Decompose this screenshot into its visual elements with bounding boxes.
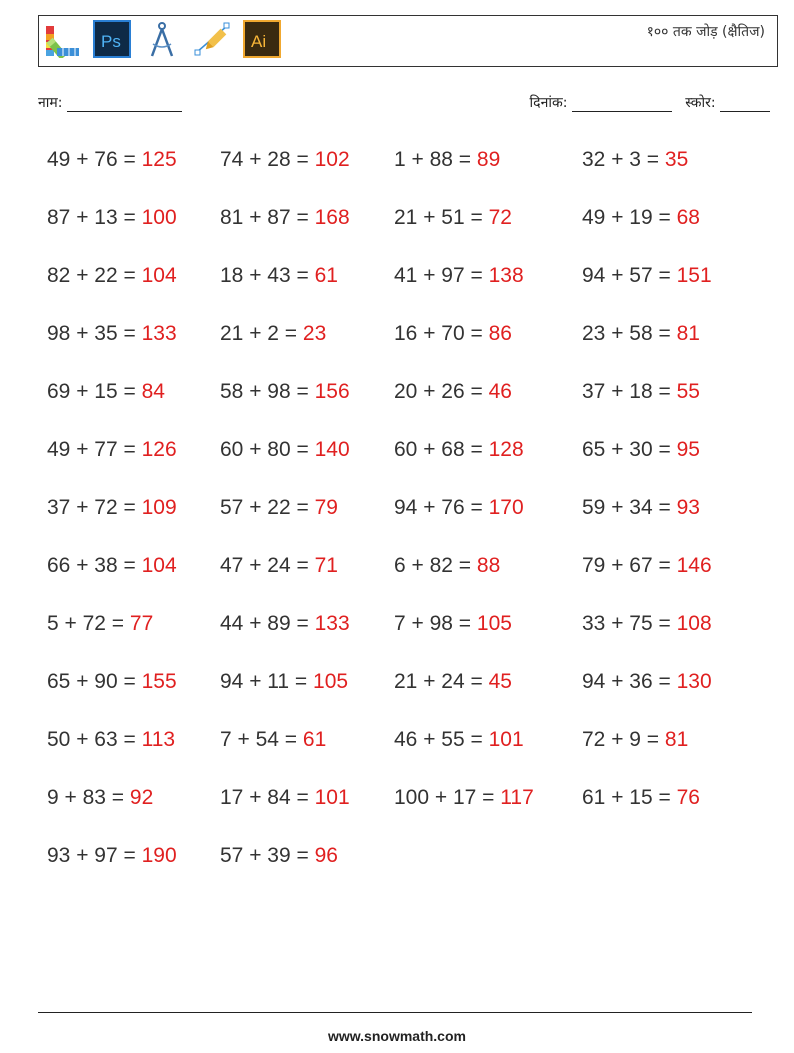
header-box (38, 15, 778, 67)
problem-item (582, 438, 700, 462)
problem-question: 94 + 36 = (582, 670, 677, 693)
problem-item (394, 148, 500, 172)
footer-divider (38, 1012, 752, 1013)
problem-answer: 81 (664, 728, 689, 751)
photoshop-icon (93, 20, 131, 58)
problem-answer: 133 (141, 322, 177, 345)
problem-answer: 104 (141, 554, 177, 577)
problem-item (220, 786, 350, 810)
problem-item (47, 322, 177, 346)
problem-question: 6 + 82 = (394, 554, 477, 577)
problem-item (394, 264, 524, 288)
problem-item (47, 496, 177, 520)
problem-item (220, 380, 350, 404)
problem-answer: 151 (676, 264, 712, 287)
color-swatch-icon (43, 20, 81, 58)
problem-answer: 46 (488, 380, 512, 403)
problem-question: 5 + 72 = (47, 612, 130, 635)
problem-answer: 105 (476, 612, 512, 635)
problem-question: 17 + 84 = (220, 786, 315, 809)
problem-item (394, 496, 524, 520)
worksheet-title: १०० तक जोड़ (क्षैतिज) (646, 24, 765, 40)
date-blank (572, 97, 672, 112)
problem-answer: 108 (676, 612, 712, 635)
problem-question: 60 + 80 = (220, 438, 315, 461)
problem-item (220, 612, 350, 636)
problem-answer: 102 (314, 148, 350, 171)
problem-item (582, 728, 688, 752)
problem-answer: 84 (141, 380, 165, 403)
problem-item (582, 264, 712, 288)
problem-item (394, 670, 512, 694)
problem-question: 82 + 22 = (47, 264, 142, 287)
problem-answer: 146 (676, 554, 712, 577)
problem-answer: 77 (129, 612, 154, 635)
problem-answer: 101 (488, 728, 524, 751)
problem-item (220, 844, 338, 868)
problem-item (220, 496, 338, 520)
problem-item (47, 670, 177, 694)
problem-question: 93 + 97 = (47, 844, 142, 867)
problem-question: 57 + 39 = (220, 844, 315, 867)
problem-question: 60 + 68 = (394, 438, 489, 461)
problem-question: 74 + 28 = (220, 148, 315, 171)
problem-item (220, 264, 338, 288)
problem-answer: 156 (314, 380, 350, 403)
problem-answer: 155 (141, 670, 177, 693)
problem-question: 49 + 19 = (582, 206, 677, 229)
problem-answer: 81 (676, 322, 700, 345)
problem-answer: 130 (676, 670, 712, 693)
problem-answer: 126 (141, 438, 177, 461)
problem-question: 94 + 76 = (394, 496, 489, 519)
problem-item (220, 322, 326, 346)
problem-question: 49 + 76 = (47, 148, 142, 171)
svg-text:Ai: Ai (251, 32, 267, 51)
problem-answer: 61 (302, 728, 327, 751)
problem-answer: 72 (488, 206, 512, 229)
problem-question: 7 + 98 = (394, 612, 477, 635)
problem-answer: 168 (314, 206, 350, 229)
problem-question: 66 + 38 = (47, 554, 142, 577)
name-label: नाम: (38, 95, 63, 111)
problem-question: 61 + 15 = (582, 786, 677, 809)
problem-question: 9 + 83 = (47, 786, 130, 809)
problem-question: 7 + 54 = (220, 728, 303, 751)
problem-question: 21 + 51 = (394, 206, 489, 229)
problem-question: 100 + 17 = (394, 786, 501, 809)
problem-answer: 45 (488, 670, 512, 693)
illustrator-icon (243, 20, 281, 58)
problem-item (582, 786, 700, 810)
problem-answer: 71 (314, 554, 338, 577)
problem-answer: 88 (476, 554, 501, 577)
problem-question: 98 + 35 = (47, 322, 142, 345)
problem-item (47, 844, 177, 868)
score-blank (720, 97, 770, 112)
problem-question: 46 + 55 = (394, 728, 489, 751)
problem-item (47, 206, 177, 230)
problem-item (394, 380, 512, 404)
problem-item (582, 554, 712, 578)
problem-item (394, 728, 524, 752)
problem-answer: 86 (488, 322, 512, 345)
problem-answer: 93 (676, 496, 700, 519)
problem-item (220, 438, 350, 462)
problem-answer: 35 (664, 148, 689, 171)
problem-item (394, 206, 512, 230)
problem-question: 87 + 13 = (47, 206, 142, 229)
problem-question: 44 + 89 = (220, 612, 315, 635)
name-blank (67, 97, 182, 112)
svg-text:Ps: Ps (101, 32, 121, 51)
problem-answer: 170 (488, 496, 524, 519)
compass-icon (143, 20, 181, 58)
problem-answer: 109 (141, 496, 177, 519)
problem-item (47, 554, 177, 578)
problem-question: 47 + 24 = (220, 554, 315, 577)
problem-question: 65 + 90 = (47, 670, 142, 693)
problem-answer: 104 (141, 264, 177, 287)
problem-item (47, 148, 177, 172)
problem-question: 69 + 15 = (47, 380, 142, 403)
info-row (38, 93, 770, 115)
problem-answer: 23 (302, 322, 327, 345)
problem-item (47, 728, 175, 752)
problem-answer: 140 (314, 438, 350, 461)
problem-answer: 95 (676, 438, 700, 461)
problem-question: 94 + 57 = (582, 264, 677, 287)
score-label: स्कोर: (685, 95, 716, 111)
problem-answer: 117 (500, 786, 534, 809)
problem-question: 32 + 3 = (582, 148, 665, 171)
problem-answer: 61 (314, 264, 338, 287)
date-label: दिनांक: (529, 95, 568, 111)
problem-item (582, 322, 700, 346)
problem-item (47, 612, 153, 636)
problem-answer: 79 (314, 496, 338, 519)
problem-question: 65 + 30 = (582, 438, 677, 461)
problem-item (582, 612, 712, 636)
problem-question: 41 + 97 = (394, 264, 489, 287)
problem-item (47, 438, 177, 462)
vector-pen-icon (193, 20, 231, 58)
date-score-field (530, 93, 770, 112)
problem-item (394, 554, 500, 578)
problem-question: 58 + 98 = (220, 380, 315, 403)
problem-question: 50 + 63 = (47, 728, 142, 751)
problem-answer: 190 (141, 844, 177, 867)
problem-answer: 105 (313, 670, 349, 693)
problem-question: 37 + 72 = (47, 496, 142, 519)
problem-answer: 125 (141, 148, 177, 171)
problem-question: 21 + 2 = (220, 322, 303, 345)
problem-item (394, 612, 512, 636)
problem-item (394, 322, 512, 346)
problem-answer: 55 (676, 380, 700, 403)
problem-question: 21 + 24 = (394, 670, 489, 693)
problem-answer: 76 (676, 786, 700, 809)
problem-question: 18 + 43 = (220, 264, 315, 287)
problem-question: 20 + 26 = (394, 380, 489, 403)
problem-item (220, 670, 348, 694)
problem-item (220, 728, 326, 752)
problem-item (47, 264, 177, 288)
problem-question: 81 + 87 = (220, 206, 315, 229)
problem-question: 72 + 9 = (582, 728, 665, 751)
problem-answer: 92 (129, 786, 154, 809)
problem-item (220, 148, 350, 172)
problem-question: 79 + 67 = (582, 554, 677, 577)
problem-item (582, 670, 712, 694)
problem-item (47, 380, 165, 404)
problem-answer: 96 (314, 844, 338, 867)
footer-website: www.snowmath.com (328, 1028, 466, 1044)
problem-answer: 101 (314, 786, 350, 809)
problem-question: 57 + 22 = (220, 496, 315, 519)
problem-question: 16 + 70 = (394, 322, 489, 345)
problem-item (220, 554, 338, 578)
problem-item (394, 786, 534, 810)
name-field (38, 93, 182, 112)
problem-answer: 128 (488, 438, 524, 461)
problem-question: 1 + 88 = (394, 148, 477, 171)
problem-answer: 100 (141, 206, 177, 229)
problem-answer: 89 (476, 148, 501, 171)
problem-item (582, 380, 700, 404)
icon-bar (43, 20, 281, 58)
problem-question: 49 + 77 = (47, 438, 142, 461)
problem-question: 37 + 18 = (582, 380, 677, 403)
problem-item (582, 148, 688, 172)
problem-answer: 138 (488, 264, 524, 287)
problem-item (47, 786, 153, 810)
problem-item (394, 438, 524, 462)
problem-answer: 68 (676, 206, 700, 229)
problem-question: 33 + 75 = (582, 612, 677, 635)
problem-item (582, 206, 700, 230)
problem-question: 94 + 11 = (220, 670, 314, 693)
problem-question: 23 + 58 = (582, 322, 677, 345)
problem-question: 59 + 34 = (582, 496, 677, 519)
problem-answer: 113 (141, 728, 176, 751)
problem-item (220, 206, 350, 230)
problem-answer: 133 (314, 612, 350, 635)
problem-item (582, 496, 700, 520)
